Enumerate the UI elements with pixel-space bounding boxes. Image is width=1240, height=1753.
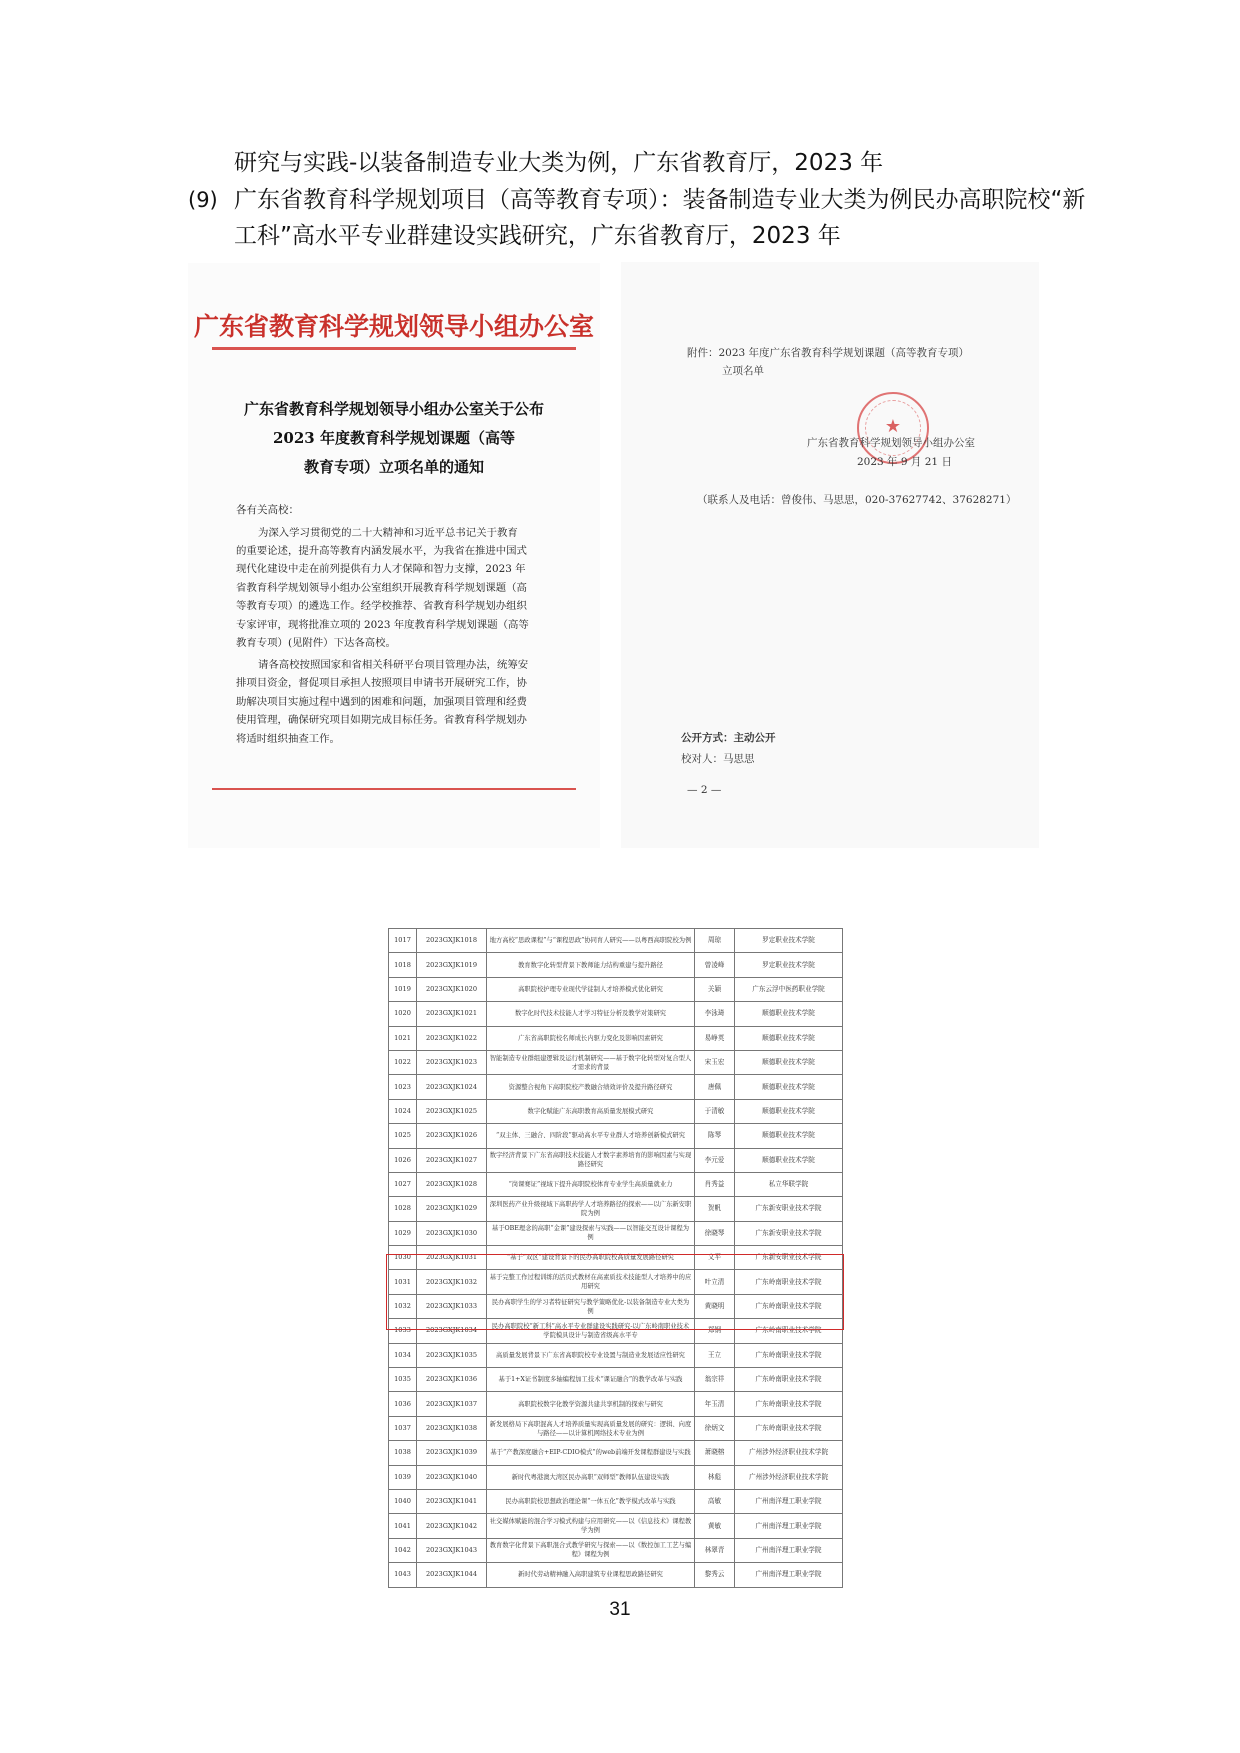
principal-investigator: 肖秀益 [695,1172,735,1196]
principal-investigator: 宋玉宏 [695,1050,735,1074]
project-code: 2023GXJK1043 [417,1538,487,1562]
principal-investigator: 徐晓琴 [695,1221,735,1245]
project-code: 2023GXJK1039 [417,1441,487,1465]
project-topic: 广东省高职院校名师成长内驱力变化及影响因素研究 [487,1026,695,1050]
project-topic: 基于“产教深度融合+EIP-CDIO模式”的web前端开发课程群建设与实践 [487,1441,695,1465]
project-topic: “基于“双区”建设背景下的民办高职院校高质量发展路径研究 [487,1246,695,1270]
para1-line-7: 教育专项）(见附件）下达各高校。 [236,637,396,649]
project-code: 2023GXJK1026 [417,1124,487,1148]
row-index: 1021 [389,1026,417,1050]
row-index: 1039 [389,1465,417,1489]
table-row [389,929,843,953]
project-topic: 数字经济背景下广东省高职技术技能人才数字素养培育的影响因素与实现路径研究 [487,1148,695,1172]
table-row [389,1075,843,1099]
row-index: 1041 [389,1514,417,1538]
project-topic: 数字化时代技术技能人才学习特征分析及教学对策研究 [487,1002,695,1026]
institution: 广东新安职业技术学院 [735,1246,843,1270]
table-row [389,1392,843,1416]
disclosure-method: 公开方式：主动公开 [681,732,776,744]
principal-investigator: 文平 [695,1246,735,1270]
principal-investigator: 徐炳文 [695,1416,735,1440]
salutation: 各有关高校： [236,504,299,516]
project-topic: “双主体、三融合、四阶段”驱动高水平专业群人才培养创新模式研究 [487,1124,695,1148]
row-index: 1022 [389,1050,417,1074]
project-code: 2023GXJK1031 [417,1246,487,1270]
project-topic: 教育数字化转型背景下教师能力结构重建与提升路径 [487,953,695,977]
row-index: 1040 [389,1489,417,1513]
project-code: 2023GXJK1030 [417,1221,487,1245]
institution: 广东岭南职业技术学院 [735,1368,843,1392]
institution: 广东云浮中医药职业学院 [735,977,843,1001]
para1-line-6: 专家评审，现将批准立项的 2023 年度教育科学规划课题（高等 [236,619,529,631]
table-row [389,1465,843,1489]
table-row [389,1343,843,1367]
notice-scan-page-2 [621,262,1039,848]
table-row [389,1221,843,1245]
institution: 广州南洋理工职业学院 [735,1514,843,1538]
project-topic: 社交媒体赋能的混合学习模式构建与应用研究——以《信息技术》课程教学为例 [487,1514,695,1538]
project-code: 2023GXJK1044 [417,1563,487,1587]
project-topic: 资源整合视角下高职院校产教融合绩效评价及提升路径研究 [487,1075,695,1099]
table-row [389,1538,843,1562]
page-marker: — 2 — [687,784,722,796]
principal-investigator: 林彪 [695,1465,735,1489]
issue-date: 2023 年 9 月 21 日 [857,456,952,468]
row-index: 1031 [389,1270,417,1294]
text-line-1: 研究与实践-以装备制造专业大类为例，广东省教育厅，2023 年 [234,150,884,176]
project-code: 2023GXJK1038 [417,1416,487,1440]
table-row [389,1148,843,1172]
row-index: 1042 [389,1538,417,1562]
row-index: 1025 [389,1124,417,1148]
item-9-line-2: 工科”高水平专业群建设实践研究，广东省教育厅，2023 年 [234,223,841,249]
institution: 广东岭南职业技术学院 [735,1392,843,1416]
principal-investigator: 易峥英 [695,1026,735,1050]
project-topic: 新时代粤港澳大湾区民办高职“双师型”教师队伍建设实践 [487,1465,695,1489]
project-code: 2023GXJK1032 [417,1270,487,1294]
project-topic: “岗课赛证”视域下提升高职院校体育专业学生高质量就业力 [487,1172,695,1196]
row-index: 1018 [389,953,417,977]
principal-investigator: 黎秀云 [695,1563,735,1587]
project-code: 2023GXJK1035 [417,1343,487,1367]
para2-line-5: 将适时组织抽查工作。 [236,733,340,745]
table-row [389,1172,843,1196]
project-topic: 地方高校“思政课程”与“课程思政”协同育人研究——以粤西高职院校为例 [487,929,695,953]
project-code: 2023GXJK1029 [417,1197,487,1221]
item-9-number: (9) [188,188,218,212]
official-seal: ★ [857,392,929,464]
principal-investigator: 李泳琦 [695,1002,735,1026]
project-topic: 新发展格局下高职混高人才培养质量实现高质量发展的研究：逻辑、向度与路径——以计算机网络技术专业为例 [487,1416,695,1440]
para2-line-3: 助解决项目实施过程中遇到的困难和问题，加强项目管理和经费 [236,696,527,708]
principal-investigator: 唐佩 [695,1075,735,1099]
row-index: 1019 [389,977,417,1001]
project-topic: 民办高职学生的学习者特征研究与教学策略优化-以装备制造专业大类为例 [487,1294,695,1318]
project-code: 2023GXJK1036 [417,1368,487,1392]
project-topic: 高质量发展背景下广东省高职院校专业设置与制造业发展适应性研究 [487,1343,695,1367]
table-row [389,1563,843,1587]
row-index: 1036 [389,1392,417,1416]
para2-line-4: 使用管理，确保研究项目如期完成目标任务。省教育科学规划办 [236,714,527,726]
row-index: 1024 [389,1099,417,1123]
row-index: 1038 [389,1441,417,1465]
project-topic: 基于1+X证书制度多轴编程加工技术“课证融合”的教学改革与实践 [487,1368,695,1392]
project-code: 2023GXJK1040 [417,1465,487,1489]
table-row [389,1489,843,1513]
principal-investigator: 李元爱 [695,1148,735,1172]
page-number: 31 [609,1599,631,1620]
institution: 顺德职业技术学院 [735,1124,843,1148]
item-9-line-1: 广东省教育科学规划项目（高等教育专项）：装备制造专业大类为例民办高职院校“新 [234,187,1086,213]
project-code: 2023GXJK1041 [417,1489,487,1513]
institution: 广东新安职业技术学院 [735,1221,843,1245]
institution: 广州南洋理工职业学院 [735,1538,843,1562]
project-topic: 基于完整工作过程训练的活页式教材在高素质技术技能型人才培养中的应用研究 [487,1270,695,1294]
highlight-box [386,1254,844,1330]
principal-investigator: 黄晓明 [695,1294,735,1318]
institution: 广东岭南职业技术学院 [735,1319,843,1343]
row-index: 1017 [389,929,417,953]
principal-investigator: 于清敏 [695,1099,735,1123]
institution: 顺德职业技术学院 [735,1002,843,1026]
notice-title-line-2: 2023 年度教育科学规划课题（高等 [273,429,515,447]
row-index: 1030 [389,1246,417,1270]
project-topic: 基于OBE理念的高职“金课”建设探索与实践——以智能交互设计课程为例 [487,1221,695,1245]
row-index: 1033 [389,1319,417,1343]
table-row [389,1514,843,1538]
institution: 罗定职业技术学院 [735,929,843,953]
project-topic: 新时代劳动精神融入高职建筑专业课程思政路径研究 [487,1563,695,1587]
institution: 顺德职业技术学院 [735,1075,843,1099]
institution: 广州南洋理工职业学院 [735,1489,843,1513]
project-topic: 高职院校数字化教学资源共建共享机制的探索与研究 [487,1392,695,1416]
table-row [389,953,843,977]
table-row [389,1197,843,1221]
table-row [389,977,843,1001]
red-header: 广东省教育科学规划领导小组办公室 [193,312,594,341]
principal-investigator: 年玉清 [695,1392,735,1416]
attachment-label: 附件：2023 年度广东省教育科学规划课题（高等教育专项） [687,347,970,359]
institution: 广州涉外经济职业技术学院 [735,1465,843,1489]
red-rule-bottom [212,788,576,790]
project-topic: 数字化赋能广东高职教育高质量发展模式研究 [487,1099,695,1123]
row-index: 1026 [389,1148,417,1172]
principal-investigator: 陈琴 [695,1124,735,1148]
project-code: 2023GXJK1028 [417,1172,487,1196]
table-row [389,1441,843,1465]
table-row [389,1026,843,1050]
para1-line-4: 省教育科学规划领导小组办公室组织开展教育科学规划课题（高 [236,582,527,594]
institution: 顺德职业技术学院 [735,1050,843,1074]
row-index: 1043 [389,1563,417,1587]
row-index: 1020 [389,1002,417,1026]
row-index: 1037 [389,1416,417,1440]
project-code: 2023GXJK1019 [417,953,487,977]
table-row [389,1368,843,1392]
para1-line-2: 的重要论述，提升高等教育内涵发展水平，为我省在推进中国式 [236,545,527,557]
project-code: 2023GXJK1023 [417,1050,487,1074]
row-index: 1035 [389,1368,417,1392]
row-index: 1032 [389,1294,417,1318]
principal-investigator: 叶立清 [695,1270,735,1294]
principal-investigator: 萧晓榕 [695,1441,735,1465]
project-code: 2023GXJK1021 [417,1002,487,1026]
row-index: 1027 [389,1172,417,1196]
institution: 顺德职业技术学院 [735,1099,843,1123]
project-code: 2023GXJK1024 [417,1075,487,1099]
notice-title-line-1: 广东省教育科学规划领导小组办公室关于公布 [243,400,544,418]
notice-title-line-3: 教育专项）立项名单的通知 [303,458,484,476]
project-code: 2023GXJK1027 [417,1148,487,1172]
institution: 广州涉外经济职业技术学院 [735,1441,843,1465]
attachment-label-2: 立项名单 [722,365,764,377]
project-topic: 民办高职院校“新工科”高水平专业群建设实践研究-以广东岭南职业技术学院模具设计与制造省级高水平专 [487,1319,695,1343]
table-row [389,1124,843,1148]
institution: 广州南洋理工职业学院 [735,1563,843,1587]
project-code: 2023GXJK1022 [417,1026,487,1050]
project-topic: 民办高职院校思想政治理论课“一体五化”教学模式改革与实践 [487,1489,695,1513]
row-index: 1034 [389,1343,417,1367]
project-code: 2023GXJK1025 [417,1099,487,1123]
principal-investigator: 关颖 [695,977,735,1001]
principal-investigator: 王立 [695,1343,735,1367]
institution: 顺德职业技术学院 [735,1026,843,1050]
principal-investigator: 黄敏 [695,1514,735,1538]
contact-info: （联系人及电话：曾俊伟、马思思，020-37627742、37628271） [697,494,1017,506]
project-topic: 深圳医药产业升级视域下高职药学人才培养路径的探索——以广东新安职院为例 [487,1197,695,1221]
row-index: 1029 [389,1221,417,1245]
institution: 顺德职业技术学院 [735,1148,843,1172]
institution: 广东岭南职业技术学院 [735,1270,843,1294]
notice-scan-page-1 [188,263,600,848]
project-topic: 高职院校护理专业现代学徒制人才培养模式优化研究 [487,977,695,1001]
project-list-table-scan [388,928,842,1579]
institution: 广东岭南职业技术学院 [735,1294,843,1318]
institution: 广东岭南职业技术学院 [735,1416,843,1440]
row-index: 1028 [389,1197,417,1221]
project-topic: 教育数字化背景下高职混合式教学研究与探索——以《数控加工工艺与编程》课程为例 [487,1538,695,1562]
table-row [389,1416,843,1440]
row-index: 1023 [389,1075,417,1099]
project-topic: 智能制造专业群组建逻辑及运行机制研究——基于数字化转型对复合型人才需求的背景 [487,1050,695,1074]
institution: 私立华联学院 [735,1172,843,1196]
principal-investigator: 高敏 [695,1489,735,1513]
project-code: 2023GXJK1042 [417,1514,487,1538]
para2-line-1: 请各高校按照国家和省相关科研平台项目管理办法，统筹安 [258,659,529,671]
para2-line-2: 排项目资金，督促项目承担人按照项目申请书开展研究工作，协 [236,677,527,689]
project-code: 2023GXJK1018 [417,929,487,953]
institution: 广东新安职业技术学院 [735,1197,843,1221]
office-signature: 广东省教育科学规划领导小组办公室 [807,437,975,449]
table-row [389,1050,843,1074]
para1-line-3: 现代化建设中走在前列提供有力人才保障和智力支撑，2023 年 [236,563,526,575]
institution: 罗定职业技术学院 [735,953,843,977]
project-code: 2023GXJK1037 [417,1392,487,1416]
principal-investigator: 曾凌峰 [695,953,735,977]
institution: 广东岭南职业技术学院 [735,1343,843,1367]
principal-investigator: 翁宗祥 [695,1368,735,1392]
proofreader: 校对人：马思思 [681,753,755,765]
project-code: 2023GXJK1020 [417,977,487,1001]
para1-line-5: 等教育专项）的遴选工作。经学校推荐、省教育科学规划办组织 [236,600,527,612]
table-row [389,1099,843,1123]
project-code: 2023GXJK1034 [417,1319,487,1343]
principal-investigator: 贺帆 [695,1197,735,1221]
red-rule-top [212,347,576,350]
table-row [389,1002,843,1026]
principal-investigator: 郑钢 [695,1319,735,1343]
para1-line-1: 为深入学习贯彻党的二十大精神和习近平总书记关于教育 [258,527,518,539]
principal-investigator: 林翠青 [695,1538,735,1562]
project-code: 2023GXJK1033 [417,1294,487,1318]
principal-investigator: 周琼 [695,929,735,953]
